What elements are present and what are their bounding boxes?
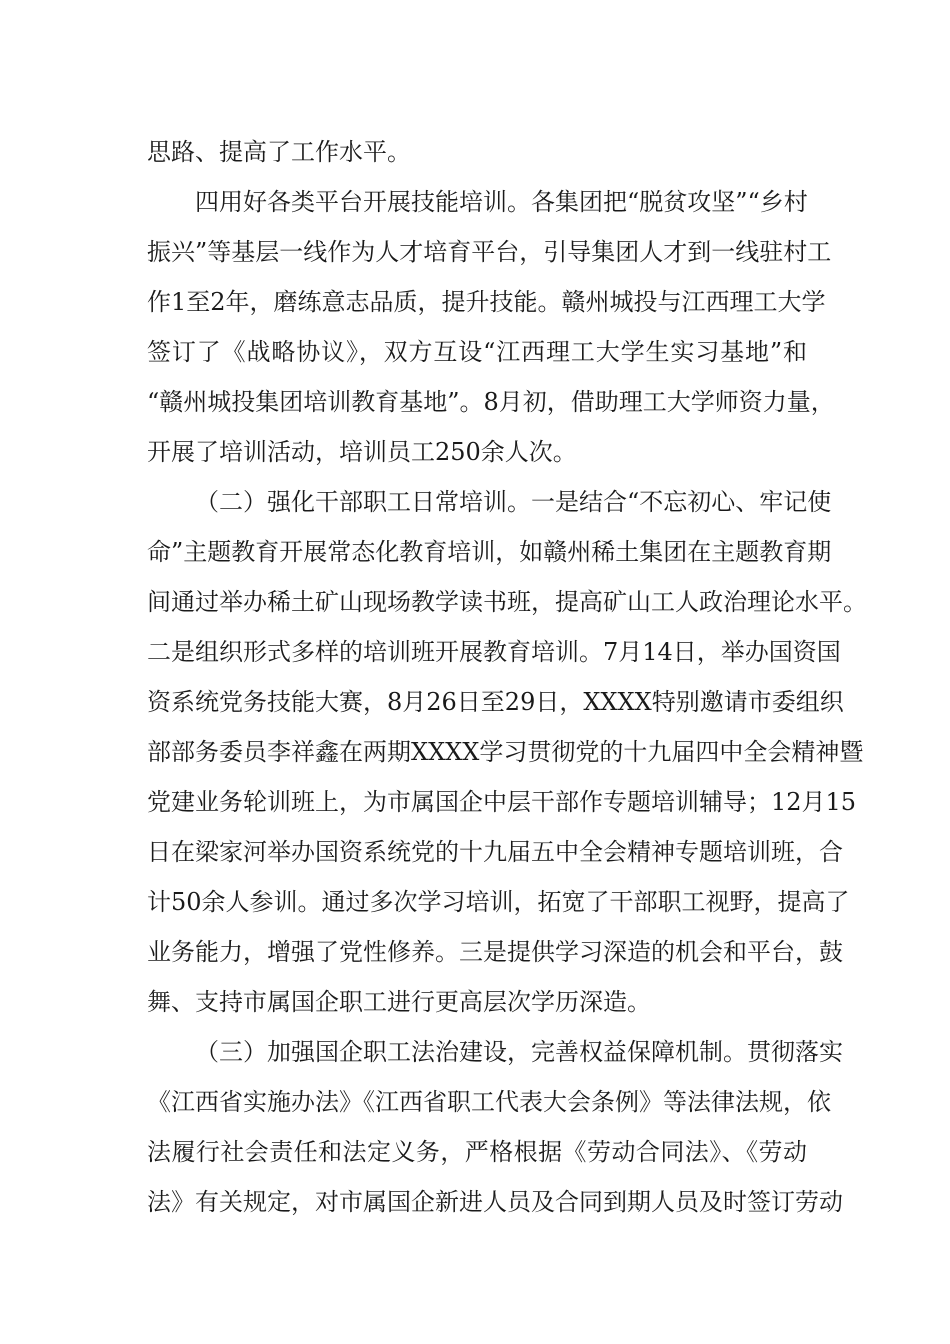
text-line: “赣州城投集团培训教育基地”。8月初，借助理工大学师资力量， [147, 388, 835, 416]
text-line: 间通过举办稀土矿山现场教学读书班，提高矿山工人政治理论水平。 [147, 588, 867, 616]
text-line: 签订了《战略协议》，双方互设“江西理工大学生实习基地”和 [147, 338, 807, 366]
text-line: 舞、支持市属国企职工进行更高层次学历深造。 [147, 988, 651, 1016]
paragraph-first-line: （三）加强国企职工法治建设，完善权益保障机制。贯彻落实 [195, 1038, 843, 1066]
text-line: 业务能力，增强了党性修养。三是提供学习深造的机会和平台，鼓 [147, 938, 843, 966]
text-line: 计50余人参训。通过多次学习培训，拓宽了干部职工视野，提高了 [147, 888, 850, 916]
text-line: 作1至2年，磨练意志品质，提升技能。赣州城投与江西理工大学 [147, 288, 826, 316]
paragraph-first-line: 四用好各类平台开展技能培训。各集团把“脱贫攻坚”“乡村 [195, 188, 808, 216]
text-line: 振兴”等基层一线作为人才培育平台，引导集团人才到一线驻村工 [147, 238, 832, 266]
text-line: 开展了培训活动，培训员工250余人次。 [147, 438, 577, 466]
text-line: 命”主题教育开展常态化教育培训，如赣州稀土集团在主题教育期 [147, 538, 832, 566]
text-line: 《江西省实施办法》《江西省职工代表大会条例》等法律法规，依 [147, 1088, 831, 1116]
text-line: 二是组织形式多样的培训班开展教育培训。7月14日，举办国资国 [147, 638, 841, 666]
text-line: 日在梁家河举办国资系统党的十九届五中全会精神专题培训班，合 [147, 838, 843, 866]
text-line: 党建业务轮训班上，为市属国企中层干部作专题培训辅导；12月15 [147, 788, 857, 816]
paragraph-first-line: （二）强化干部职工日常培训。一是结合“不忘初心、牢记使 [195, 488, 832, 516]
text-line: 法履行社会责任和法定义务，严格根据《劳动合同法》、《劳动 [147, 1138, 807, 1166]
text-line: 部部务委员李祥鑫在两期XXXX学习贯彻党的十九届四中全会精神暨 [147, 738, 864, 766]
text-line: 资系统党务技能大赛，8月26日至29日，XXXX特别邀请市委组织 [147, 688, 844, 716]
text-line: 思路、提高了工作水平。 [147, 138, 411, 166]
text-line: 法》有关规定，对市属国企新进人员及合同到期人员及时签订劳动 [147, 1188, 843, 1216]
